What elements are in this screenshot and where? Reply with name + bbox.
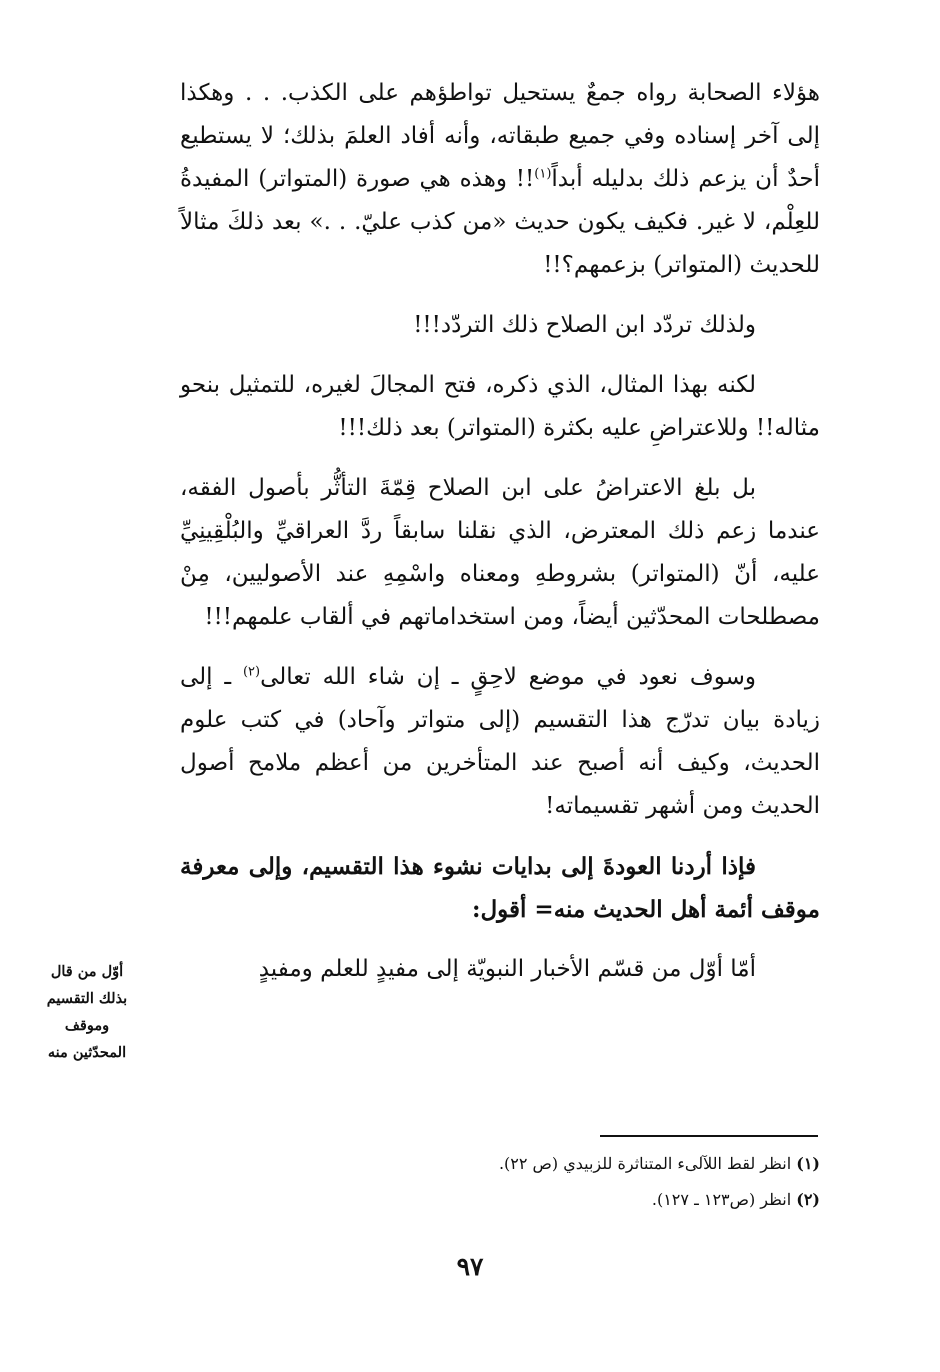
paragraph-7: أمّا أوّل من قسّم الأخبار النبويّة إلى مفيدٍ للعلم ومفيدٍ	[258, 956, 756, 982]
paragraph-2: ولذلك تردّد ابن الصلاح ذلك التردّد!!!	[413, 312, 756, 338]
footnote-number: (٢)	[796, 1190, 820, 1209]
paragraph-1-text: هؤلاء الصحابة رواه جمعٌ يستحيل تواطؤهم على الكذب. . . وهكذا إلى آخر إسناده وفي جميع طبقاته، وأنه أفاد العلمَ بذلك؛ لا يستطيع أحدٌ أن يزعم ذلك بدليله أبداً	[180, 80, 820, 192]
page-number: ٩٧	[456, 1252, 484, 1281]
paragraph-5-text-rest: ـ إلى زيادة بيان تدرّج هذا التقسيم (إلى متواتر وآحاد) في كتب علوم الحديث، وكيف أنه أصبح عند المتأخرين من أعظم ملامح أصول الحديث ومن أشهر تقسيماته!	[180, 664, 820, 819]
margin-note-line: أوّل من قال	[50, 963, 124, 980]
paragraph-3: لكنه بهذا المثال، الذي ذكره، فتح المجالَ لغيره، للتمثيل بنحو مثاله!! وللاعتراضِ عليه بكثرة (المتواتر) بعد ذلك!!!	[180, 372, 820, 441]
paragraph-1-text-rest: !! وهذه هي صورة (المتواتر) المفيدةُ للعِلْم، لا غير. فكيف يكون حديث «من كذب عليّ. . .» بعد ذلكَ مثالاً للحديث (المتواتر) بزعمهم؟!!	[180, 166, 820, 278]
paragraph-6: فإذا أردنا العودةَ إلى بدايات نشوء هذا التقسيم، وإلى معرفة موقف أئمة أهل الحديث منه= أقول:	[180, 853, 820, 923]
margin-note	[24, 958, 150, 1066]
footnote-2	[180, 1182, 820, 1218]
paragraph-5	[180, 656, 820, 828]
footnote-number: (١)	[796, 1154, 820, 1173]
footnote-text: انظر لقط اللآلىء المتناثرة للزبيدي (ص ٢٢).	[498, 1154, 792, 1173]
margin-note-line: المحدّثين منه	[47, 1044, 127, 1061]
paragraph-1	[180, 72, 820, 287]
footnote-divider	[600, 1135, 818, 1137]
margin-note-line: بذلك التقسيم	[46, 990, 128, 1007]
footnote-text: انظر (ص١٢٣ ـ ١٢٧).	[651, 1190, 792, 1209]
footnote-1	[180, 1146, 820, 1182]
footnote-ref-1[interactable]: (١)	[534, 166, 552, 182]
margin-note-line: وموقف	[64, 1017, 110, 1034]
paragraph-5-text: وسوف نعود في موضع لاحِقٍ ـ إن شاء الله تعالى	[260, 664, 756, 690]
paragraph-4: بل بلغ الاعتراضُ على ابن الصلاح قِمّةَ التأثُّر بأصول الفقه، عندما زعم ذلك المعترض، الذي نقلنا سابقاً ردَّ العراقيِّ والبُلْقِينِيِّ عليه، أنّ (المتواتر) بشروطهِ ومعناه واسْمِهِ عند الأصوليين، مِنْ مصطلحات المحدّثين أيضاً، ومن استخداماتهم في ألقاب علمهم!!!	[180, 475, 820, 630]
footnote-ref-2[interactable]: (٢)	[242, 664, 261, 680]
main-text	[180, 72, 820, 991]
footnotes	[180, 1146, 820, 1218]
